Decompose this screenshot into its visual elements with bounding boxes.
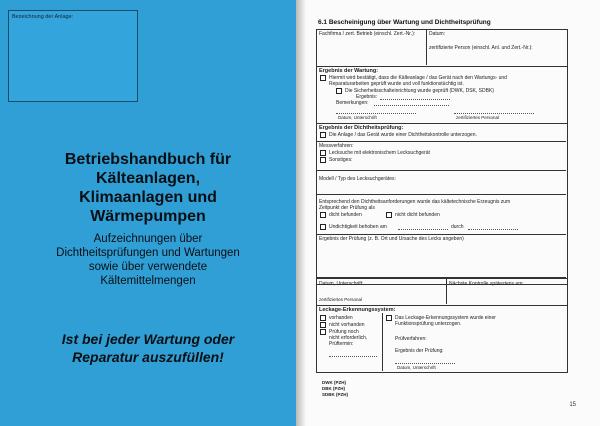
footnote: SDBK (PZH): [322, 392, 348, 397]
test-date-label: Prüftermin:: [329, 341, 354, 347]
certified-staff-label: zertifiziertes Personal: [319, 297, 363, 302]
divider: [426, 29, 427, 65]
certified-staff-label: zertifiziertes Personal: [456, 115, 500, 120]
test-date-field[interactable]: [329, 356, 377, 357]
cover-title-line: Klimaanlagen und: [79, 189, 217, 206]
by-label: durch: [451, 224, 464, 230]
cover-instruction-line: Ist bei jeder Wartung oder: [61, 331, 235, 347]
maintenance-text-line: Hiermit wird bestätigt, dass die Kälteanlage / das Gerät nach den Wartungs- und: [329, 75, 507, 81]
electronic-detector-label: Lecksuche mit elektronischem Lecksuchgerät: [329, 150, 430, 156]
form-page: [296, 0, 600, 426]
divider: [316, 194, 566, 195]
tight-label: dicht befunden: [329, 212, 362, 218]
page-number: 15: [569, 402, 576, 408]
not-present-checkbox[interactable]: [320, 322, 326, 328]
maintenance-result-label: Ergebnis:: [356, 94, 378, 100]
footnote: DWK (PZH): [322, 380, 346, 385]
divider: [316, 170, 566, 171]
next-inspection-label: Nächste Kontrolle spätestens am:: [449, 281, 524, 287]
system-name-box: [8, 10, 138, 102]
leak-system-text-line: Das Leckage-Erkennungssystem wurde einer: [395, 315, 496, 321]
remarks-field[interactable]: [374, 105, 449, 106]
safety-switch-label: Die Sicherheitsschalteinrichtung wurde geprüft (DWK, DSK, SDBK): [345, 88, 494, 94]
not-present-label: nicht vorhanden: [329, 322, 365, 328]
leak-fixed-checkbox[interactable]: [320, 224, 326, 230]
test-method-label: Prüfverfahren:: [395, 336, 427, 342]
method-label: Messverfahren:: [319, 143, 354, 149]
date-signature-label: Datum, Unterschrift: [397, 365, 436, 370]
leak-requirements-line: Zeitpunkt der Prüfung als: [319, 205, 375, 211]
leak-fixed-label: Undichtigkeit behoben am: [329, 224, 387, 230]
cover-page: [0, 0, 296, 426]
leak-test-title: Ergebnis der Dichtheitsprüfung:: [319, 125, 404, 131]
divider: [382, 313, 383, 371]
leak-test-checkbox[interactable]: [320, 132, 326, 138]
date-label: Datum:: [429, 31, 446, 37]
cover-instruction-line: Reparatur auszufüllen!: [72, 349, 224, 365]
present-label: vorhanden: [329, 315, 353, 321]
system-name-label: Bezeichnung der Anlage:: [12, 14, 74, 20]
maintenance-text-line: Reparaturarbeiten geprüft wurde und voll funktionstüchtig ist.: [329, 81, 464, 87]
footnote: DBK (PZH): [322, 386, 345, 391]
leak-detection-title: Leckage-Erkennungssystem:: [319, 307, 396, 313]
signature-field[interactable]: [395, 363, 455, 364]
test-result-label: Ergebnis der Prüfung (z. B. Ort und Ursache des Lecks angeben): [319, 236, 464, 242]
cover-subtitle-line: Aufzeichnungen über: [93, 233, 203, 245]
certified-staff-field[interactable]: [454, 113, 534, 114]
page-fold-shadow: [296, 0, 306, 426]
not-required-label: nicht erforderlich,: [329, 335, 368, 341]
cover-subtitle: [0, 232, 296, 288]
date-signature-label: Datum, Unterschrift:: [319, 281, 364, 287]
present-checkbox[interactable]: [320, 315, 326, 321]
signature-field[interactable]: [336, 113, 416, 114]
not-tight-checkbox[interactable]: [386, 212, 392, 218]
date-signature-label: Datum, Unterschrift: [338, 115, 377, 120]
leak-requirements-line: Entsprechend den Dichtheitsanforderungen wurde das kältetechnische Erzeugnis zum: [319, 199, 511, 205]
tight-checkbox[interactable]: [320, 212, 326, 218]
cover-subtitle-line: Kältemittelmengen: [100, 275, 196, 287]
form-heading: 6.1 Bescheinigung über Wartung und Dichtheitsprüfung: [318, 19, 491, 26]
leak-system-text-line: Funktionsprüfung unterzogen.: [395, 321, 462, 327]
cover-title: [0, 150, 296, 226]
cover-title-line: Betriebshandbuch für: [64, 151, 232, 168]
divider: [316, 234, 566, 235]
test-pending-checkbox[interactable]: [320, 329, 326, 335]
company-label: Fachfirma / zert. Betrieb (einschl. Zert.-Nr.):: [319, 31, 416, 37]
maintenance-result-field[interactable]: [380, 99, 450, 100]
leak-system-tested-checkbox[interactable]: [386, 315, 392, 321]
cover-instruction: [0, 330, 296, 366]
leak-fixed-date-field[interactable]: [398, 229, 448, 230]
cover-title-line: Wärmepumpen: [90, 208, 206, 225]
test-pending-label: Prüfung noch: [329, 329, 359, 335]
other-method-label: Sonstiges:: [329, 157, 353, 163]
cover-subtitle-line: sowie über verwendete: [88, 261, 208, 273]
test-result2-label: Ergebnis der Prüfung:: [395, 348, 444, 354]
leak-test-text: Die Anlage / das Gerät wurde einer Dichtheitskontrolle unterzogen.: [329, 132, 477, 138]
other-method-checkbox[interactable]: [320, 157, 326, 163]
maintenance-confirm-checkbox[interactable]: [320, 75, 326, 81]
leak-fixed-by-field[interactable]: [468, 229, 518, 230]
maintenance-title: Ergebnis der Wartung:: [319, 68, 379, 74]
cover-subtitle-line: Dichtheitsprüfungen und Wartungen: [56, 247, 240, 259]
cover-title-line: Kälteanlagen,: [95, 170, 201, 187]
not-tight-label: nicht dicht befunden: [395, 212, 440, 218]
divider: [446, 278, 447, 304]
certified-person-label: zertifizierte Person (einschl. Anl. und Zert.-Nr.):: [429, 45, 533, 51]
electronic-detector-checkbox[interactable]: [320, 150, 326, 156]
remarks-label: Bemerkungen:: [336, 100, 369, 106]
detector-model-label: Modell / Typ des Lecksuchgerätes:: [319, 176, 396, 182]
divider: [316, 141, 566, 142]
safety-switch-checkbox[interactable]: [336, 88, 342, 94]
